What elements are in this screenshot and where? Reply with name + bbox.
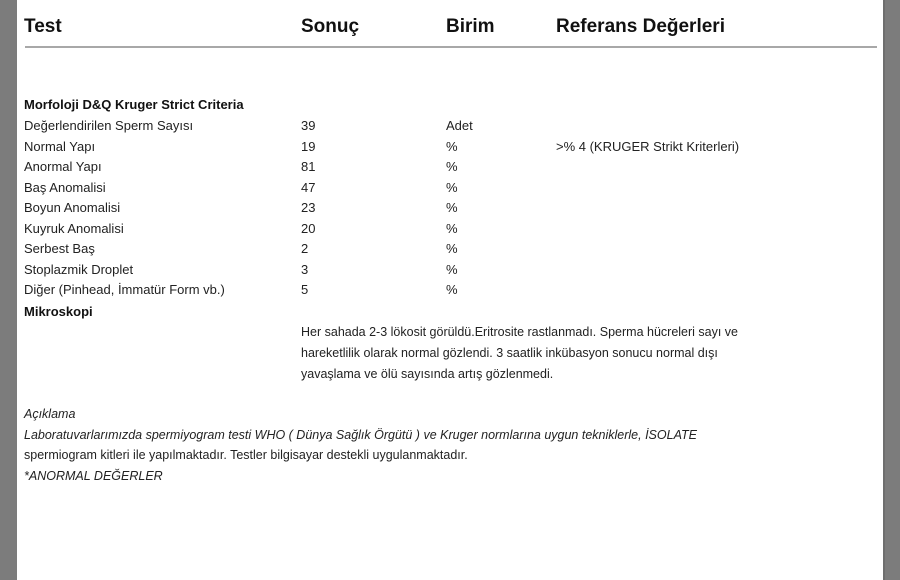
test-reference: >% 4 (KRUGER Strikt Kriterleri)	[556, 138, 740, 154]
column-header-reference: Referans Değerleri	[556, 16, 725, 37]
notes-title: Açıklama	[24, 407, 76, 421]
table-row	[17, 200, 883, 220]
test-value: 3	[301, 261, 309, 277]
microscopy-line: Her sahada 2-3 lökosit görüldü.Eritrosite rastlanmadı. Sperma hücreleri sayı ve	[301, 325, 739, 339]
table-row	[17, 241, 883, 261]
notes-line-kits: spermiogram kitleri ile yapılmaktadır. Testler bilgisayar destekli uygulanmaktadır.	[24, 448, 468, 462]
test-unit: %	[446, 241, 458, 256]
test-value: 39	[301, 118, 316, 133]
table-row	[17, 159, 883, 179]
table-row	[17, 282, 883, 302]
morphology-section-title: Morfoloji D&Q Kruger Strict Criteria	[24, 97, 244, 112]
test-name: Normal Yapı	[24, 138, 96, 154]
microscopy-line: hareketlilik olarak normal gözlendi. 3 saatlik inkübasyon sonucu normal dışı	[301, 346, 718, 360]
report-page	[17, 0, 883, 580]
test-unit: %	[446, 220, 458, 236]
table-row	[17, 118, 883, 138]
column-header-test: Test	[24, 16, 62, 37]
test-value: 5	[301, 282, 309, 297]
table-row	[17, 262, 883, 282]
microscopy-line: yavaşlama ve ölü sayısında artış gözlenmedi.	[301, 367, 554, 381]
test-unit: %	[446, 159, 458, 174]
header-divider	[25, 46, 877, 48]
column-header-result: Sonuç	[301, 16, 360, 37]
test-value: 81	[301, 159, 316, 174]
test-name: Anormal Yapı	[24, 159, 102, 174]
microscopy-findings	[301, 322, 801, 385]
test-unit: %	[446, 282, 458, 297]
test-value: 47	[301, 179, 316, 195]
test-name: Baş Anomalisi	[24, 179, 106, 195]
test-name: Kuyruk Anomalisi	[24, 220, 124, 236]
test-unit: %	[446, 179, 458, 195]
table-row	[17, 221, 883, 241]
test-name: Diğer (Pinhead, İmmatür Form vb.)	[24, 282, 225, 297]
table-row	[17, 139, 883, 159]
notes-abnormal-legend: *ANORMAL DEĞERLER	[24, 469, 163, 483]
test-value: 23	[301, 200, 316, 215]
column-header-unit: Birim	[446, 16, 495, 37]
test-value: 20	[301, 220, 316, 236]
test-value: 2	[301, 241, 309, 256]
test-name: Serbest Baş	[24, 241, 95, 256]
test-name: Değerlendirilen Sperm Sayısı	[24, 118, 194, 133]
page-edge-shadow	[883, 0, 885, 580]
test-name: Stoplazmik Droplet	[24, 261, 134, 277]
notes-line-methods: Laboratuvarlarımızda spermiyogram testi WHO ( Dünya Sağlık Örgütü ) ve Kruger normlarına uygun tekniklerle, İSOLATE	[24, 428, 697, 442]
test-unit: %	[446, 261, 458, 277]
table-row	[17, 180, 883, 200]
test-unit: Adet	[446, 118, 473, 133]
test-unit: %	[446, 138, 458, 154]
test-name: Boyun Anomalisi	[24, 200, 121, 215]
test-unit: %	[446, 200, 458, 215]
microscopy-section-title: Mikroskopi	[24, 304, 93, 319]
test-value: 19	[301, 138, 316, 154]
